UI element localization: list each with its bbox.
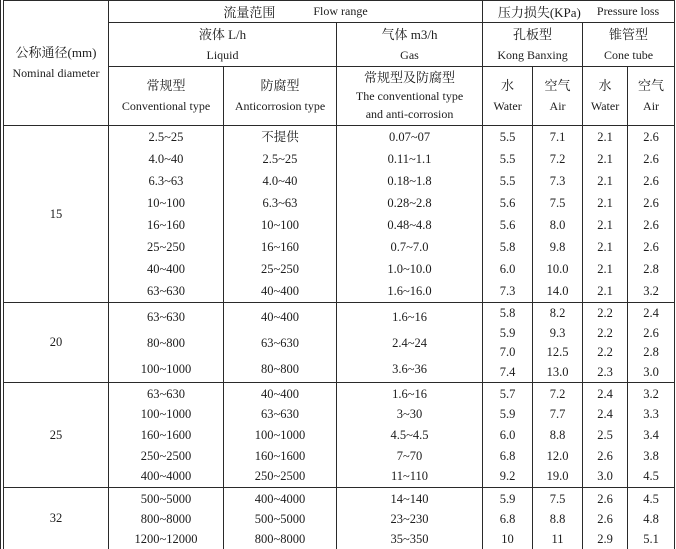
diameter-cell: 32 [4, 488, 109, 549]
cone-water-label-zh: 水 [598, 78, 612, 93]
value-line: 2.6 [643, 152, 659, 167]
value-line: 4.5 [643, 469, 659, 484]
value-lines [628, 127, 674, 302]
value-line: 2.6 [597, 511, 613, 526]
value-line: 14~140 [390, 491, 429, 506]
value-line: 2.2 [597, 345, 613, 360]
gas-header [337, 23, 483, 67]
value-lines [628, 384, 674, 487]
value-line: 2.6 [643, 174, 659, 189]
value-line: 40~400 [260, 386, 299, 401]
value-lines [583, 489, 627, 549]
orifice-air-header [533, 67, 583, 126]
value-lines [109, 127, 223, 302]
pressure-loss-label-zh: 压力损失(KPa) [497, 5, 581, 20]
value-lines [583, 127, 627, 302]
value-line: 25~250 [260, 261, 299, 276]
value-line: 12.5 [546, 345, 569, 360]
orifice-water-label-en: Water [493, 99, 522, 113]
value-line: 2.6 [643, 130, 659, 145]
value-line: 63~630 [146, 386, 185, 401]
value-lines [583, 304, 627, 382]
gas-type-label-zh: 常规型及防腐型 [364, 70, 456, 85]
value-line: 7.3 [549, 174, 566, 189]
value-line: 7.5 [549, 196, 566, 211]
cone-air-header [628, 67, 675, 126]
value-lines [628, 489, 674, 549]
value-line: 10~100 [146, 196, 185, 211]
value-line: 2.1 [597, 196, 613, 211]
anticorrosion-type-label-en: Anticorrosion type [234, 99, 326, 113]
value-lines [533, 127, 582, 302]
value-line: 25~250 [146, 239, 185, 254]
orifice-air-cell [533, 303, 583, 383]
value-line: 100~1000 [140, 361, 192, 376]
value-line: 7.2 [549, 386, 566, 401]
conventional-type-label-en: Conventional type [121, 99, 211, 113]
value-line: 2.1 [597, 152, 613, 167]
diameter-cell: 15 [4, 126, 109, 303]
value-lines [483, 127, 532, 302]
anticorrosion-type-header [224, 67, 337, 126]
value-line: 2.3 [597, 364, 613, 379]
value-line: 16~160 [260, 239, 299, 254]
pressure-loss-label-en: Pressure loss [596, 4, 660, 18]
value-line: 2.5~25 [262, 152, 298, 167]
value-line: 9.3 [549, 325, 566, 340]
value-line: 3.0 [597, 469, 613, 484]
value-line: 0.11~1.1 [387, 152, 432, 167]
value-lines [109, 304, 223, 382]
nominal-diameter-label-en: Nominal diameter [12, 66, 100, 80]
value-line: 3.4 [643, 427, 659, 442]
value-line: 4.8 [643, 511, 659, 526]
value-line: 0.7~7.0 [390, 239, 429, 254]
value-line: 0.48~4.8 [387, 217, 432, 232]
value-line: 2.2 [597, 306, 613, 321]
diameter-group-row-15 [4, 126, 675, 303]
value-line: 3.2 [643, 386, 659, 401]
value-lines [533, 304, 582, 382]
value-line: 5.9 [499, 491, 516, 506]
diameter-cell: 20 [4, 303, 109, 383]
value-lines [337, 304, 482, 382]
liquid-label-en: Liquid [206, 47, 239, 62]
value-line: 3~30 [396, 407, 423, 422]
value-line: 400~4000 [140, 469, 192, 484]
value-line: 2.4 [597, 386, 613, 401]
value-line: 2.9 [597, 531, 613, 546]
value-line: 2.1 [597, 283, 613, 298]
value-line: 8.8 [549, 427, 566, 442]
value-line: 500~5000 [254, 511, 306, 526]
gas-label-en: Gas [400, 47, 419, 62]
cone-water-cell [583, 303, 628, 383]
value-line: 5.5 [499, 130, 516, 145]
conventional-flow-cell [109, 383, 224, 488]
value-line: 5.7 [499, 386, 516, 401]
value-line: 7.0 [499, 345, 516, 360]
cone-water-cell [583, 383, 628, 488]
value-line: 4.5 [643, 491, 659, 506]
value-line: 80~800 [146, 335, 185, 350]
cone-air-cell [628, 488, 675, 549]
value-lines [109, 489, 223, 549]
value-line: 2.6 [643, 217, 659, 232]
value-line: 5.5 [499, 152, 516, 167]
value-lines [583, 384, 627, 487]
value-line: 8.8 [549, 511, 566, 526]
value-line: 100~1000 [254, 427, 306, 442]
value-line: 400~4000 [254, 491, 306, 506]
nominal-diameter-header [4, 1, 109, 126]
value-line: 7.7 [549, 407, 566, 422]
value-line: 11~110 [390, 469, 429, 484]
value-line: 250~2500 [140, 448, 192, 463]
value-line: 0.18~1.8 [387, 174, 432, 189]
orifice-air-cell [533, 383, 583, 488]
header-row-1 [4, 1, 675, 23]
value-line: 63~630 [260, 335, 299, 350]
value-lines [337, 127, 482, 302]
value-line: 7~70 [396, 448, 423, 463]
value-lines [109, 384, 223, 487]
value-line: 5.9 [499, 407, 516, 422]
flow-pressure-spec-table [3, 0, 675, 549]
value-line: 40~400 [260, 283, 299, 298]
gas-flow-cell [337, 488, 483, 549]
value-line: 2.6 [643, 196, 659, 211]
value-line: 6.0 [499, 427, 516, 442]
orifice-water-cell [483, 126, 533, 303]
cone-water-label-en: Water [590, 99, 620, 113]
value-line: 2.6 [643, 325, 659, 340]
value-line: 4.0~40 [262, 174, 298, 189]
value-line: 80~800 [260, 361, 299, 376]
cone-water-cell [583, 488, 628, 549]
value-lines [224, 127, 336, 302]
value-line: 7.3 [499, 283, 516, 298]
value-line: 5.8 [499, 306, 516, 321]
orifice-water-cell [483, 303, 533, 383]
value-line: 7.2 [549, 152, 566, 167]
diameter-group-row-20 [4, 303, 675, 383]
value-lines [628, 304, 674, 382]
value-line: 7.1 [549, 130, 566, 145]
value-line: 13.0 [546, 364, 569, 379]
value-line: 5.8 [499, 239, 516, 254]
value-lines [337, 489, 482, 549]
value-line: 23~230 [390, 511, 429, 526]
value-line: 250~2500 [254, 469, 306, 484]
value-line: 40~400 [260, 309, 299, 324]
gas-type-header [337, 67, 483, 126]
cone-air-label-zh: 空气 [638, 78, 665, 93]
cone-air-cell [628, 126, 675, 303]
value-line: 9.8 [549, 239, 566, 254]
value-line: 不提供 [261, 130, 299, 145]
value-line: 3.0 [643, 364, 659, 379]
value-line: 800~8000 [254, 531, 306, 546]
flow-range-label-zh: 流量范围 [223, 5, 276, 20]
value-line: 11 [551, 531, 564, 546]
orifice-plate-label-zh: 孔板型 [513, 26, 553, 42]
value-line: 12.0 [546, 448, 569, 463]
value-line: 14.0 [546, 283, 569, 298]
cone-tube-label-zh: 锥管型 [609, 26, 649, 42]
anticorrosion-type-label-zh: 防腐型 [260, 78, 300, 93]
value-lines [224, 384, 336, 487]
gas-flow-cell [337, 126, 483, 303]
value-line: 2.8 [643, 345, 659, 360]
value-line: 800~8000 [140, 511, 192, 526]
value-line: 7.4 [499, 364, 516, 379]
value-line: 5.6 [499, 217, 516, 232]
value-line: 6.3~63 [262, 196, 298, 211]
value-line: 63~630 [260, 407, 299, 422]
value-line: 6.8 [499, 511, 516, 526]
cone-water-cell [583, 126, 628, 303]
orifice-water-cell [483, 488, 533, 549]
value-line: 10.0 [546, 261, 569, 276]
liquid-label-zh: 液体 L/h [198, 26, 247, 42]
value-line: 2.5 [597, 427, 613, 442]
value-line: 6.0 [499, 261, 516, 276]
value-line: 3.3 [643, 407, 659, 422]
anticorrosion-flow-cell [224, 126, 337, 303]
cone-tube-header [583, 23, 675, 67]
value-line: 4.0~40 [148, 152, 184, 167]
value-line: 10 [501, 531, 514, 546]
value-line: 5.1 [643, 531, 659, 546]
value-line: 63~630 [146, 283, 185, 298]
value-line: 1.6~16 [392, 386, 427, 401]
conventional-flow-cell [109, 126, 224, 303]
cone-air-label-en: Air [643, 99, 660, 113]
value-line: 160~1600 [254, 448, 306, 463]
value-line: 3.8 [643, 448, 659, 463]
value-line: 19.0 [546, 469, 569, 484]
value-line: 3.2 [643, 283, 659, 298]
value-line: 500~5000 [140, 491, 192, 506]
value-line: 63~630 [146, 309, 185, 324]
orifice-air-label-zh: 空气 [544, 78, 571, 93]
pressure-loss-header [483, 1, 675, 23]
value-line: 2.1 [597, 130, 613, 145]
value-lines [483, 304, 532, 382]
value-line: 2.1 [597, 217, 613, 232]
nominal-diameter-label-zh: 公称通径(mm) [15, 45, 97, 60]
value-line: 2.1 [597, 239, 613, 254]
value-line: 9.2 [499, 469, 516, 484]
value-lines [533, 384, 582, 487]
flow-range-label-en: Flow range [313, 4, 368, 18]
conventional-flow-cell [109, 488, 224, 549]
value-line: 160~1600 [140, 427, 192, 442]
anticorrosion-flow-cell [224, 303, 337, 383]
gas-label-zh: 气体 m3/h [381, 26, 438, 42]
orifice-water-header [483, 67, 533, 126]
gas-type-label-en1: The conventional type [355, 89, 464, 103]
value-line: 2.4 [643, 306, 659, 321]
orifice-water-cell [483, 383, 533, 488]
value-line: 8.0 [549, 217, 566, 232]
value-line: 2.6 [597, 448, 613, 463]
value-line: 3.6~36 [392, 361, 427, 376]
conventional-flow-cell [109, 303, 224, 383]
conventional-type-label-zh: 常规型 [146, 78, 186, 93]
flow-range-header [109, 1, 483, 23]
value-line: 2.1 [597, 174, 613, 189]
value-line: 1.0~10.0 [387, 261, 432, 276]
orifice-water-label-zh: 水 [501, 78, 515, 93]
value-line: 0.07~07 [388, 130, 431, 145]
cone-air-cell [628, 303, 675, 383]
value-line: 40~400 [146, 261, 185, 276]
value-line: 2.4 [597, 407, 613, 422]
anticorrosion-flow-cell [224, 383, 337, 488]
conventional-type-header [109, 67, 224, 126]
value-lines [483, 384, 532, 487]
value-line: 0.28~2.8 [387, 196, 432, 211]
value-line: 8.2 [549, 306, 566, 321]
value-lines [533, 489, 582, 549]
value-line: 10~100 [260, 217, 299, 232]
value-line: 5.9 [499, 325, 516, 340]
gas-type-label-en2: and anti-corrosion [365, 107, 454, 121]
value-line: 6.3~63 [148, 174, 184, 189]
gas-flow-cell [337, 303, 483, 383]
cone-tube-label-en: Cone tube [604, 47, 654, 62]
value-line: 1.6~16 [392, 309, 427, 324]
value-lines [224, 304, 336, 382]
value-line: 4.5~4.5 [390, 427, 429, 442]
value-line: 2.2 [597, 325, 613, 340]
orifice-air-label-en: Air [549, 99, 566, 113]
value-line: 5.6 [499, 196, 516, 211]
value-line: 1.6~16.0 [387, 283, 432, 298]
value-line: 2.8 [643, 261, 659, 276]
value-line: 2.4~24 [392, 335, 427, 350]
value-line: 2.1 [597, 261, 613, 276]
liquid-header [109, 23, 337, 67]
value-line: 5.5 [499, 174, 516, 189]
value-lines [483, 489, 532, 549]
value-lines [224, 489, 336, 549]
value-line: 6.8 [499, 448, 516, 463]
cone-air-cell [628, 383, 675, 488]
value-line: 2.6 [643, 239, 659, 254]
diameter-cell: 25 [4, 383, 109, 488]
anticorrosion-flow-cell [224, 488, 337, 549]
gas-flow-cell [337, 383, 483, 488]
value-line: 2.5~25 [148, 130, 184, 145]
orifice-plate-label-en: Kong Banxing [497, 47, 568, 62]
value-line: 7.5 [549, 491, 566, 506]
value-line: 16~160 [146, 217, 185, 232]
diameter-group-row-25 [4, 383, 675, 488]
orifice-plate-header [483, 23, 583, 67]
value-line: 35~350 [390, 531, 429, 546]
value-lines [337, 384, 482, 487]
cone-water-header [583, 67, 628, 126]
diameter-group-row-32 [4, 488, 675, 549]
value-line: 2.6 [597, 491, 613, 506]
value-line: 100~1000 [140, 407, 192, 422]
orifice-air-cell [533, 126, 583, 303]
value-line: 1200~12000 [134, 531, 198, 546]
orifice-air-cell [533, 488, 583, 549]
